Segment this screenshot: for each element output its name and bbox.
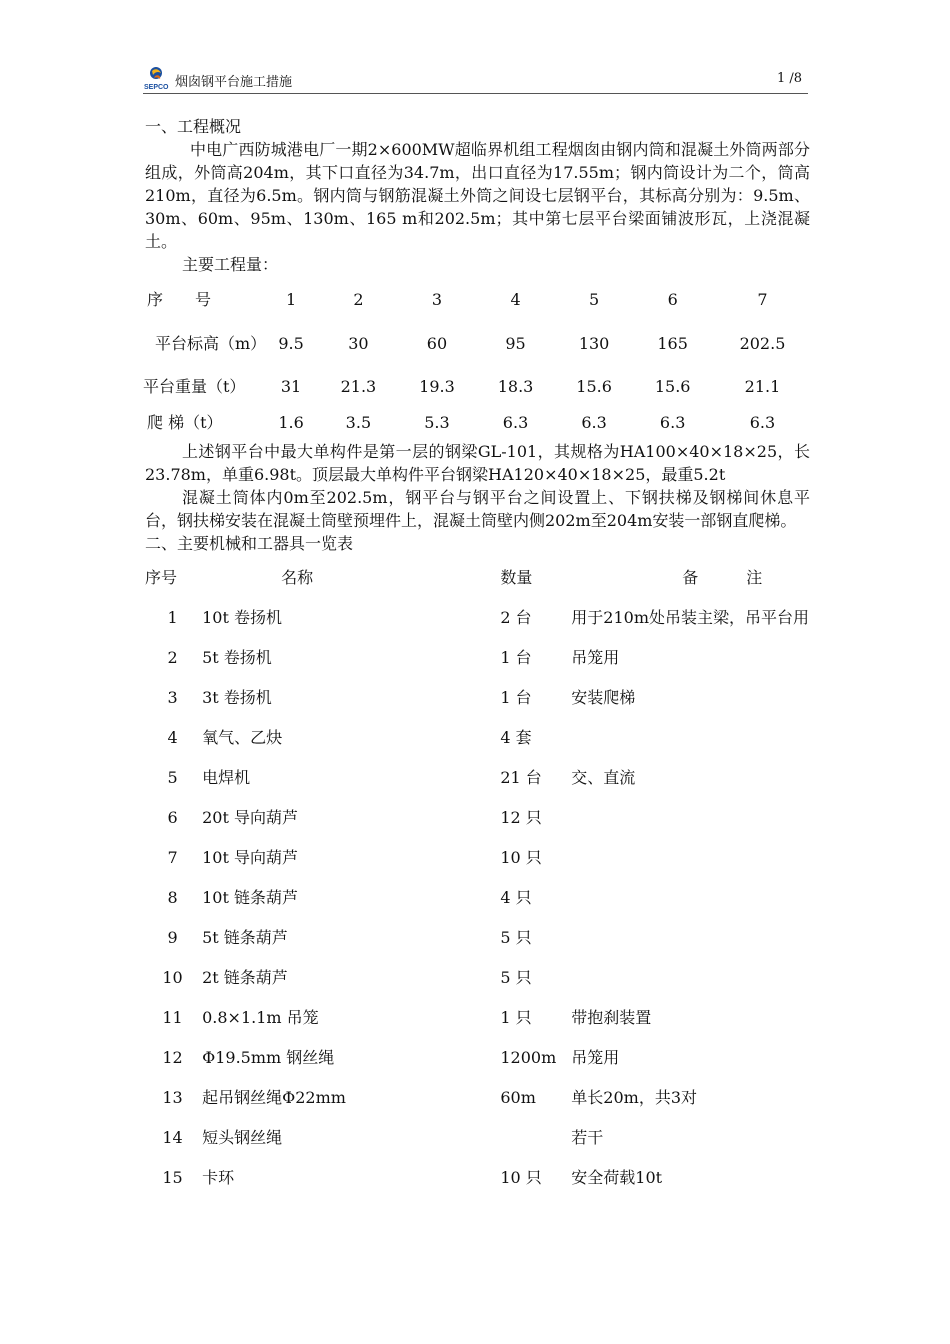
table-cell: 31 <box>280 376 302 396</box>
cell-no: 1 <box>167 607 178 627</box>
cell-qty: 12 只 <box>500 807 542 827</box>
table-row <box>143 404 813 440</box>
cell-note <box>570 917 810 957</box>
table-row <box>145 1117 810 1157</box>
cell-note <box>570 717 810 757</box>
table-cell: 9.5 <box>278 333 304 353</box>
table-row <box>145 877 810 917</box>
header-note: 备 注 <box>682 567 763 587</box>
cell-note <box>570 957 810 997</box>
table-row <box>145 1077 810 1117</box>
table-row <box>145 597 810 637</box>
cell-name: 5t 卷扬机 <box>202 647 272 667</box>
cell-no: 3 <box>167 687 178 707</box>
cell-qty: 1 只 <box>500 1007 532 1027</box>
table-cell: 5 <box>589 289 600 309</box>
cell-name: 电焊机 <box>202 767 251 787</box>
cell-name: 10t 导向葫芦 <box>202 847 298 867</box>
section-title-overview: 一、工程概况 <box>145 117 242 136</box>
cell-no: 13 <box>162 1087 183 1107</box>
table-row <box>145 677 810 717</box>
quantity-label: 主要工程量： <box>182 255 279 274</box>
table-row <box>145 757 810 797</box>
row-label: 爬 梯（t） <box>147 412 223 432</box>
page-number: 1 /8 <box>776 71 802 86</box>
table-cell: 60 <box>426 333 448 353</box>
cell-no: 12 <box>162 1047 183 1067</box>
table-cell: 6.3 <box>749 412 776 432</box>
cell-qty: 4 只 <box>500 887 532 907</box>
table-cell: 4 <box>510 289 521 309</box>
table-row <box>145 957 810 997</box>
table-cell: 1.6 <box>278 412 304 432</box>
table-cell: 21.1 <box>744 376 781 396</box>
table-row <box>145 917 810 957</box>
document-title: 烟囱钢平台施工措施 <box>175 75 293 90</box>
table-row <box>145 997 810 1037</box>
cell-no: 6 <box>167 807 178 827</box>
table-cell: 5.3 <box>424 412 450 432</box>
table-cell: 21.3 <box>340 376 377 396</box>
header-name: 名称 <box>281 567 314 587</box>
cell-qty: 5 只 <box>500 967 532 987</box>
cell-name: Φ19.5mm 钢丝绳 <box>202 1047 335 1067</box>
table-cell: 165 <box>657 333 688 353</box>
table-row <box>145 1037 810 1077</box>
table-row <box>145 797 810 837</box>
cell-note: 带抱刹装置 <box>571 1007 652 1027</box>
cell-note: 交、直流 <box>571 767 636 787</box>
cell-name: 10t 卷扬机 <box>202 607 282 627</box>
cell-no: 14 <box>162 1127 183 1147</box>
cell-qty: 5 只 <box>500 927 532 947</box>
cell-name: 起吊钢丝绳Φ22mm <box>202 1087 346 1107</box>
table-cell: 3 <box>431 289 443 309</box>
cell-qty: 60m <box>500 1087 536 1107</box>
tools-table <box>145 557 810 1197</box>
cell-note: 单长20m，共3对 <box>571 1087 697 1107</box>
cell-no: 5 <box>167 767 178 787</box>
table-row <box>145 1157 810 1197</box>
table-row <box>143 280 813 318</box>
row-label: 平台标高（m） <box>155 333 267 353</box>
cell-note <box>570 797 810 837</box>
cell-no: 8 <box>167 887 178 907</box>
cell-qty: 21 台 <box>500 767 542 787</box>
header-divider <box>143 93 808 94</box>
table-cell: 15.6 <box>654 376 691 396</box>
table-cell: 2 <box>353 289 364 309</box>
table-cell: 30 <box>348 333 369 353</box>
table-cell: 130 <box>578 333 610 353</box>
cell-no: 11 <box>162 1007 183 1027</box>
overview-paragraph: 中电广西防城港电厂一期2×600MW超临界机组工程烟囱由钢内筒和混凝土外筒两部分组成，外筒高204m，其下口直径为34.7m，出口直径为17.55m；钢内筒设计为二个，筒高210m，直径为6.5m。钢内筒与钢筋混凝土外筒之间设七层钢平台，其标高分别为：9.5m、30m、60m、95m、130m、165 m和202.5m；其中第七层平台梁面铺波形瓦，上浇混凝土。 <box>145 140 810 251</box>
cell-qty: 4 套 <box>500 727 532 747</box>
cell-qty: 10 只 <box>500 847 542 867</box>
cell-note: 安全荷载10t <box>571 1167 663 1187</box>
cell-qty: 1 台 <box>500 687 532 707</box>
table-cell: 202.5 <box>739 333 786 353</box>
row-label: 序 号 <box>147 289 212 309</box>
cell-note <box>570 837 810 877</box>
cell-qty: 2 台 <box>500 607 532 627</box>
row-label: 平台重量（t） <box>143 376 246 396</box>
table-cell: 7 <box>757 289 768 309</box>
cell-name: 5t 链条葫芦 <box>202 927 288 947</box>
cell-note: 吊笼用 <box>571 647 620 667</box>
cell-name: 2t 链条葫芦 <box>202 967 288 987</box>
table-header-row <box>145 557 810 597</box>
cell-no: 15 <box>162 1167 183 1187</box>
table-cell: 6.3 <box>502 412 529 432</box>
table-row <box>143 368 813 404</box>
cell-qty: 10 只 <box>500 1167 542 1187</box>
table-row <box>143 318 813 368</box>
cell-name: 10t 链条葫芦 <box>202 887 298 907</box>
table-cell: 6 <box>667 289 678 309</box>
tools-table-body <box>145 597 810 1197</box>
cell-no: 7 <box>167 847 178 867</box>
table-cell: 6.3 <box>659 412 686 432</box>
document-body <box>145 115 810 1197</box>
table-cell: 18.3 <box>497 376 534 396</box>
header-no: 序号 <box>145 567 178 587</box>
table-row <box>145 717 810 757</box>
cell-qty: 1 台 <box>500 647 532 667</box>
table-row <box>145 637 810 677</box>
cell-qty: 1200m <box>500 1047 557 1067</box>
cell-name: 卡环 <box>202 1167 235 1187</box>
table-cell: 19.3 <box>419 376 455 396</box>
header-qty: 数量 <box>500 567 533 587</box>
cell-name: 短头钢丝绳 <box>202 1127 283 1147</box>
page-header <box>143 64 808 94</box>
cell-no: 4 <box>167 727 178 747</box>
cell-note: 若干 <box>571 1127 604 1147</box>
sepco-logo <box>143 64 173 92</box>
svg-text:SEPCO: SEPCO <box>144 84 169 91</box>
cell-qty <box>499 1117 570 1157</box>
cell-name: 3t 卷扬机 <box>202 687 272 707</box>
cell-no: 10 <box>162 967 183 987</box>
table-cell: 3.5 <box>345 412 372 432</box>
cell-no: 2 <box>167 647 178 667</box>
cell-note: 安装爬梯 <box>571 687 636 707</box>
cell-name: 20t 导向葫芦 <box>202 807 298 827</box>
table-cell: 1 <box>285 289 297 309</box>
table-cell: 95 <box>505 333 526 353</box>
ladder-paragraph: 混凝土筒体内0m至202.5m，钢平台与钢平台之间设置上、下钢扶梯及钢梯间休息平台，钢扶梯安装在混凝土筒壁预埋件上，混凝土筒壁内侧202m至204m安装一部钢直爬梯。 <box>145 488 810 530</box>
quantity-table <box>143 280 813 440</box>
table-cell: 15.6 <box>576 376 612 396</box>
cell-name: 0.8×1.1m 吊笼 <box>202 1007 319 1027</box>
table-row <box>145 837 810 877</box>
cell-note: 吊笼用 <box>571 1047 620 1067</box>
table-cell: 6.3 <box>581 412 607 432</box>
beam-paragraph: 上述钢平台中最大单构件是第一层的钢梁GL-101，其规格为HA100×40×18×25，长23.78m，单重6.98t。顶层最大单构件平台钢梁HA120×40×18×25，最重5.2t <box>145 442 810 484</box>
cell-note <box>570 877 810 917</box>
cell-name: 氧气、乙炔 <box>202 727 283 747</box>
cell-note: 用于210m处吊装主梁，吊平台用 <box>571 607 809 627</box>
section-title-tools: 二、主要机械和工器具一览表 <box>145 534 354 553</box>
cell-no: 9 <box>167 927 178 947</box>
